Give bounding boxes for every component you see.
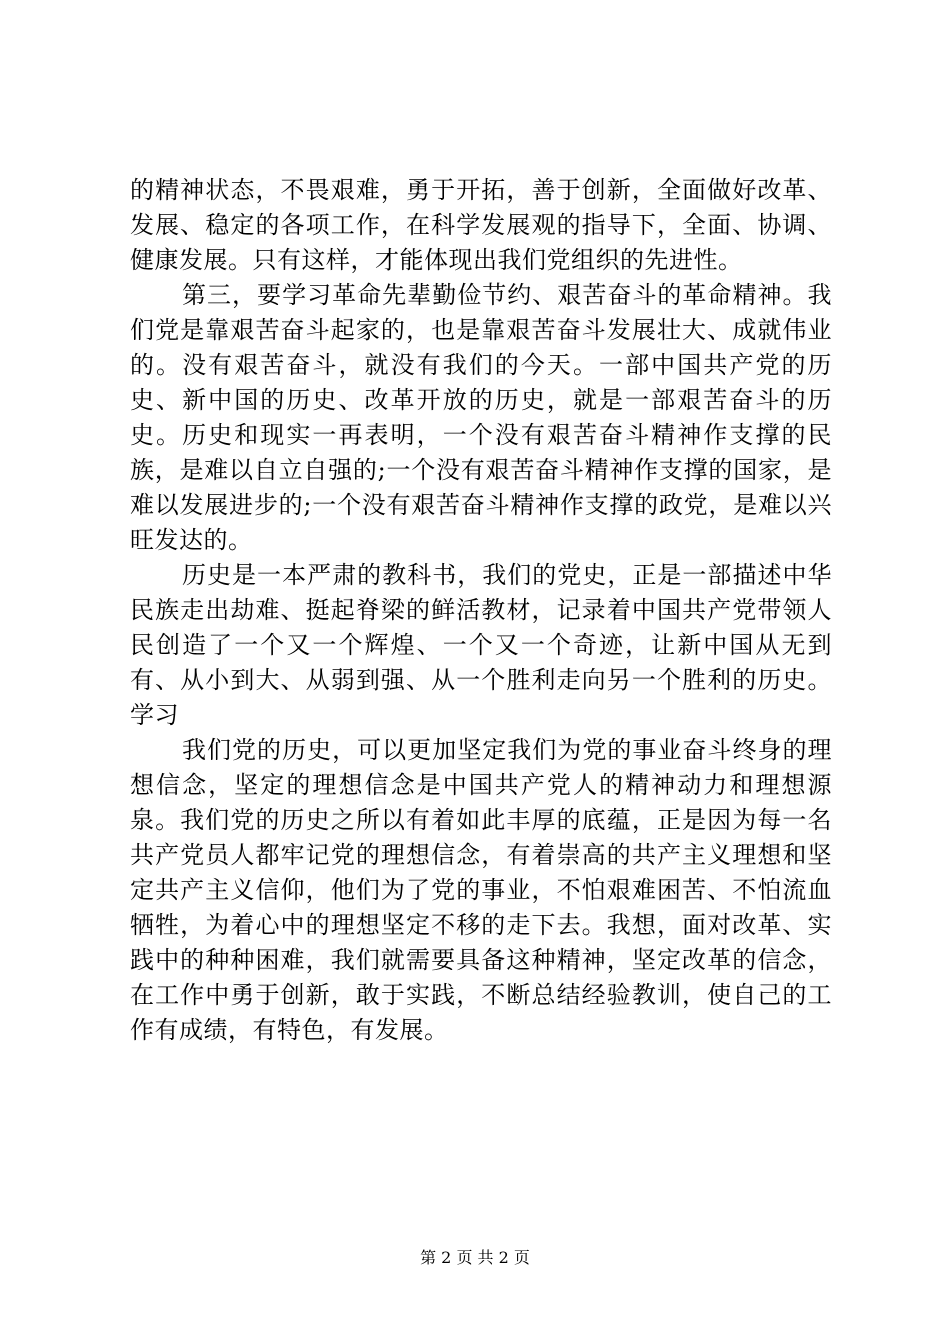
paragraph-3: 历史是一本严肃的教科书，我们的党史，正是一部描述中华民族走出劫难、挺起脊梁的鲜活教材，记录着中国共产党带领人民创造了一个又一个辉煌、一个又一个奇迹，让新中国从无到有、从小到大、从弱到强、从一个胜利走向另一个胜利的历史。学习 (130, 561, 832, 729)
page-number-label: 第 2 页 共 2 页 (420, 1248, 530, 1267)
document-body (130, 173, 832, 1048)
paragraph-4: 我们党的历史，可以更加坚定我们为党的事业奋斗终身的理想信念，坚定的理想信念是中国共产党人的精神动力和理想源泉。我们党的历史之所以有着如此丰厚的底蕴，正是因为每一名共产党员人都牢记党的理想信念，有着崇高的共产主义理想和坚定共产主义信仰，他们为了党的事业，不怕艰难困苦、不怕流血牺牲，为着心中的理想坚定不移的走下去。我想，面对改革、实践中的种种困难，我们就需要具备这种精神，坚定改革的信念，在工作中勇于创新，敢于实践，不断总结经验教训，使自己的工作有成绩，有特色，有发展。 (130, 736, 832, 1044)
paragraph-2: 第三，要学习革命先辈勤俭节约、艰苦奋斗的革命精神。我们党是靠艰苦奋斗起家的，也是靠艰苦奋斗发展壮大、成就伟业的。没有艰苦奋斗，就没有我们的今天。一部中国共产党的历史、新中国的历史、改革开放的历史，就是一部艰苦奋斗的历史。历史和现实一再表明，一个没有艰苦奋斗精神作支撑的民族，是难以自立自强的;一个没有艰苦奋斗精神作支撑的国家，是难以发展进步的;一个没有艰苦奋斗精神作支撑的政党，是难以兴旺发达的。 (130, 281, 832, 554)
paragraph-1: 的精神状态，不畏艰难，勇于开拓，善于创新，全面做好改革、发展、稳定的各项工作，在科学发展观的指导下，全面、协调、健康发展。只有这样，才能体现出我们党组织的先进性。 (130, 176, 832, 274)
page-footer (0, 1248, 950, 1268)
